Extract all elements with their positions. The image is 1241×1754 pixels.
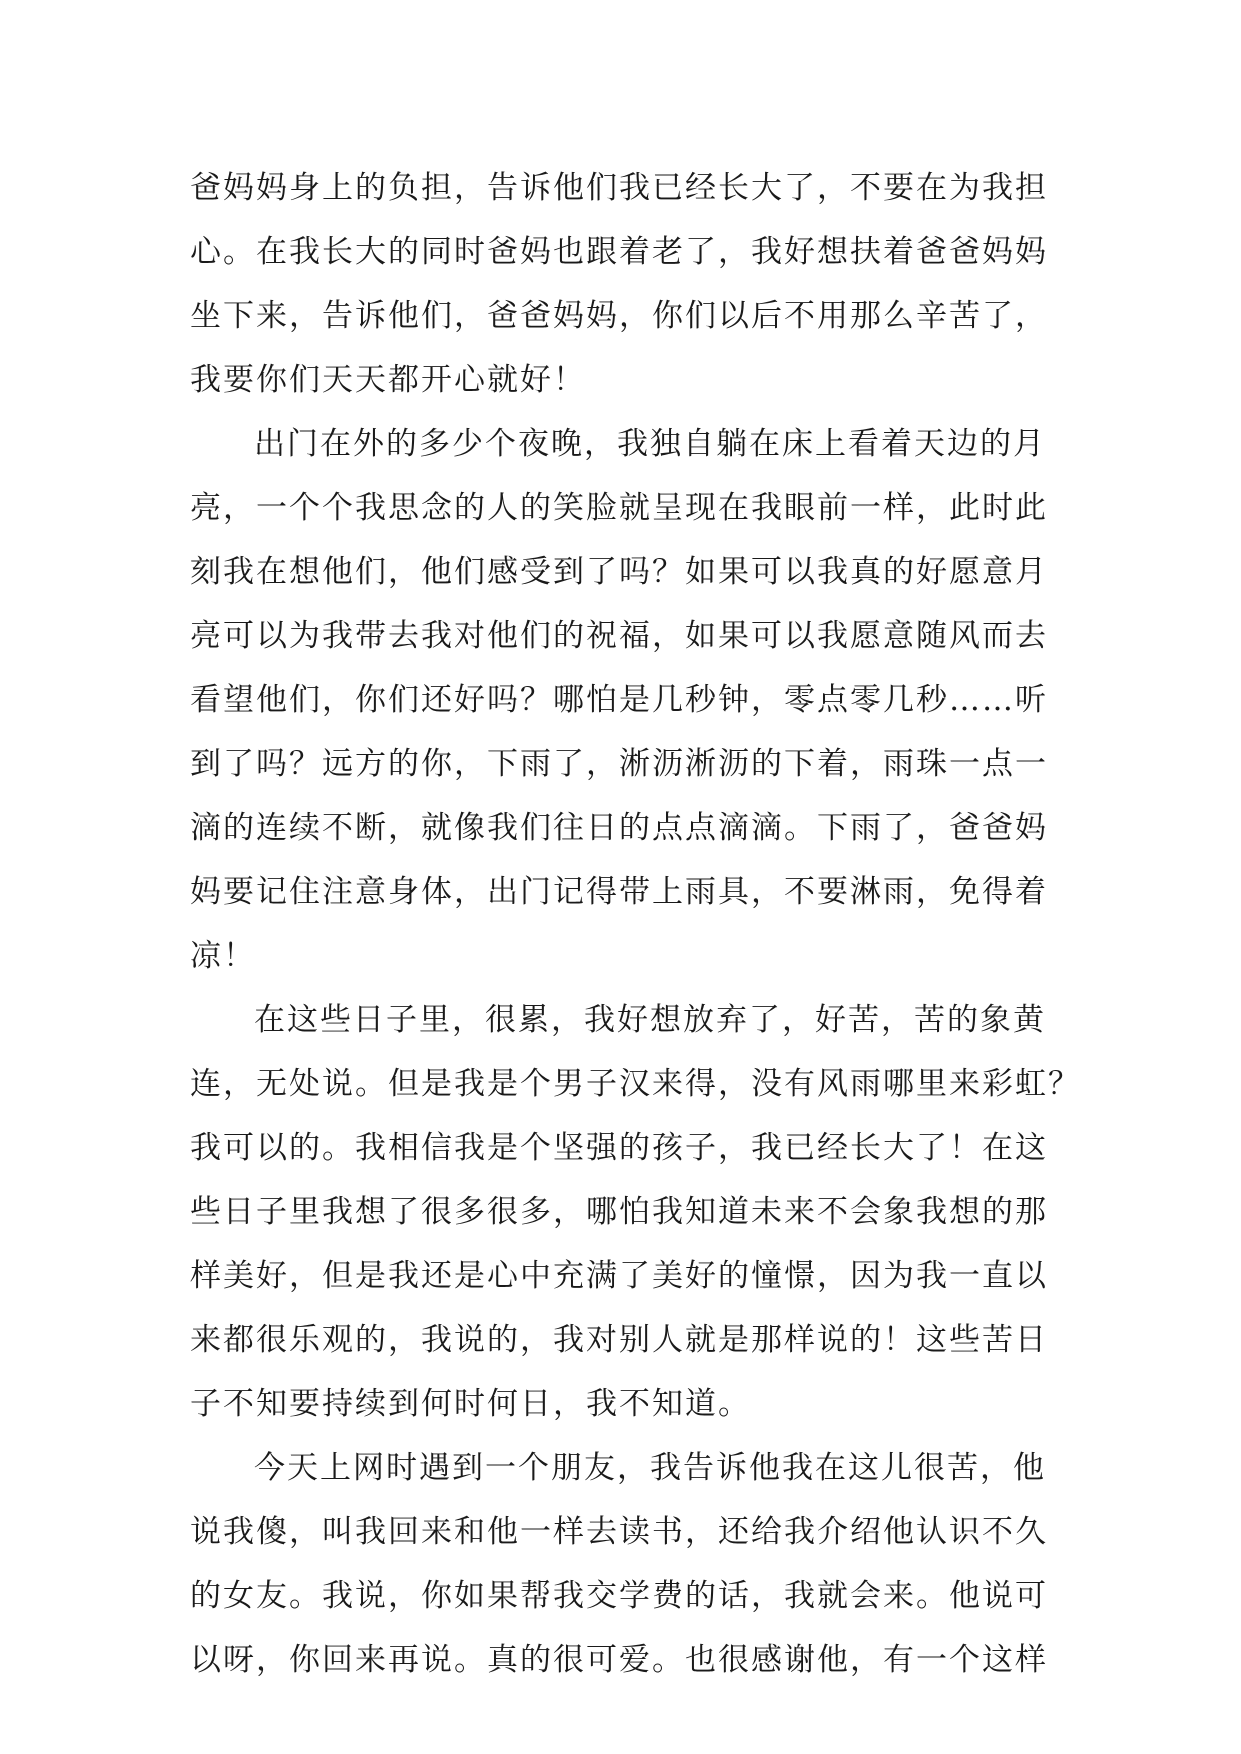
text-line: 我要你们天天都开心就好！ [190,362,586,398]
text-line: 凉！ [190,938,256,974]
text-line: 看望他们，你们还好吗？哪怕是几秒钟，零点零几秒……听 [190,682,1048,718]
text-line: 亮，一个个我思念的人的笑脸就呈现在我眼前一样，此时此 [190,490,1048,526]
text-line: 滴的连续不断，就像我们往日的点点滴滴。下雨了，爸爸妈 [190,810,1048,846]
text-line: 到了吗？远方的你，下雨了，淅沥淅沥的下着，雨珠一点一 [190,746,1048,782]
paragraph-start-line: 出门在外的多少个夜晚，我独自躺在床上看着天边的月 [254,426,1046,462]
text-line: 子不知要持续到何时何日，我不知道。 [190,1386,751,1422]
text-line: 亮可以为我带去我对他们的祝福，如果可以我愿意随风而去 [190,618,1048,654]
text-line: 以呀，你回来再说。真的很可爱。也很感谢他，有一个这样 [190,1642,1048,1678]
text-line: 妈要记住注意身体，出门记得带上雨具，不要淋雨，免得着 [190,874,1048,910]
body-text [190,156,1081,1692]
text-line: 来都很乐观的，我说的，我对别人就是那样说的！这些苦日 [190,1322,1048,1358]
text-line: 说我傻，叫我回来和他一样去读书，还给我介绍他认识不久 [190,1514,1048,1550]
text-line: 样美好，但是我还是心中充满了美好的憧憬，因为我一直以 [190,1258,1048,1294]
text-line: 坐下来，告诉他们，爸爸妈妈，你们以后不用那么辛苦了， [190,298,1048,334]
text-line: 刻我在想他们，他们感受到了吗？如果可以我真的好愿意月 [190,554,1048,590]
text-line: 些日子里我想了很多很多，哪怕我知道未来不会象我想的那 [190,1194,1048,1230]
text-line: 心。在我长大的同时爸妈也跟着老了，我好想扶着爸爸妈妈 [190,234,1048,270]
text-line: 我可以的。我相信我是个坚强的孩子，我已经长大了！在这 [190,1130,1048,1166]
paragraph-start-line: 在这些日子里，很累，我好想放弃了，好苦，苦的象黄 [254,1002,1046,1038]
text-line: 爸妈妈身上的负担，告诉他们我已经长大了，不要在为我担 [190,170,1048,206]
text-line: 的女友。我说，你如果帮我交学费的话，我就会来。他说可 [190,1578,1048,1614]
paragraph-start-line: 今天上网时遇到一个朋友，我告诉他我在这儿很苦，他 [254,1450,1046,1486]
text-line: 连，无处说。但是我是个男子汉来得，没有风雨哪里来彩虹？ [190,1066,1081,1102]
